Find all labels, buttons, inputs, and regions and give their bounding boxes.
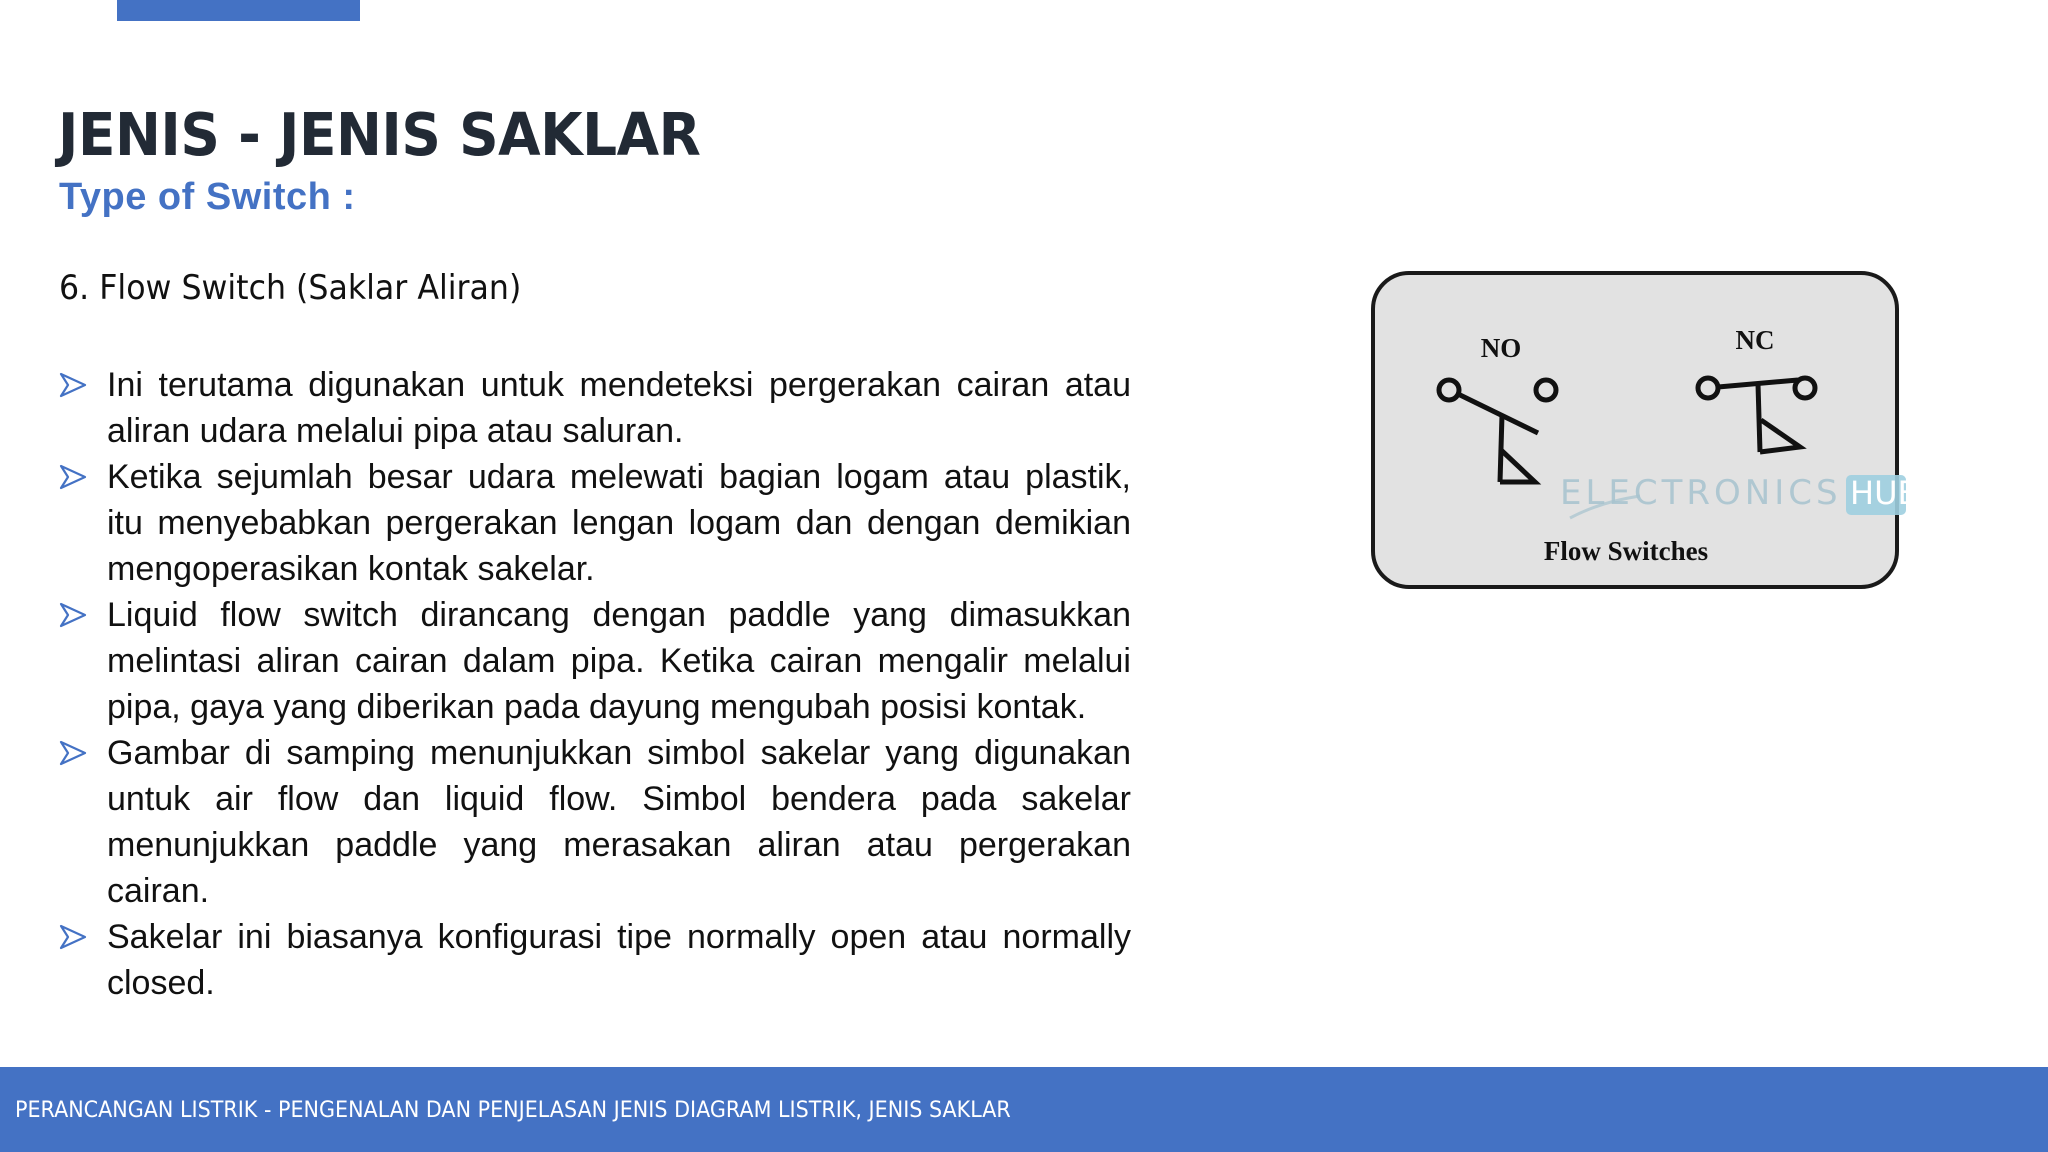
nc-label: NC: [1735, 325, 1775, 355]
arrowhead-bullet-icon: [59, 739, 87, 767]
slide-title: JENIS - JENIS SAKLAR: [58, 100, 701, 169]
bullet-item: [59, 592, 1131, 730]
arrowhead-bullet-icon: [59, 371, 87, 399]
bullet-text: Liquid flow switch dirancang dengan paddle yang dimasukkan melintasi aliran cairan dalam pipa. Ketika cairan mengalir melalui pipa, gaya yang diberikan pada dayung mengubah posisi kontak.: [107, 596, 1131, 726]
watermark-badge-text: HUB: [1850, 474, 1920, 512]
footer-bar: [0, 1067, 2048, 1152]
arrowhead-bullet-icon: [59, 601, 87, 629]
bullet-text: Ini terutama digunakan untuk mendeteksi pergerakan cairan atau aliran udara melalui pipa atau saluran.: [107, 366, 1131, 450]
figure-caption: Flow Switches: [1543, 536, 1709, 566]
top-accent-bar: [117, 0, 360, 21]
footer-text: PERANCANGAN LISTRIK - PENGENALAN DAN PENJELASAN JENIS DIAGRAM LISTRIK, JENIS SAKLAR: [15, 1098, 1011, 1123]
watermark-text: ELECTRONICS: [1560, 473, 1842, 513]
bullet-item: [59, 914, 1131, 1006]
bullet-item: [59, 730, 1131, 914]
arrowhead-bullet-icon: [59, 923, 87, 951]
bullet-item: [59, 454, 1131, 592]
bullet-text: Gambar di samping menunjukkan simbol sakelar yang digunakan untuk air flow dan liquid flow. Simbol bendera pada sakelar menunjukkan paddle yang merasakan aliran atau pergerakan cairan.: [107, 734, 1131, 910]
bullet-item: [59, 362, 1131, 454]
slide-subtitle: Type of Switch :: [59, 176, 356, 218]
flow-switch-symbols-figure: [1370, 270, 1920, 590]
section-heading: 6. Flow Switch (Saklar Aliran): [59, 268, 522, 308]
arrowhead-bullet-icon: [59, 463, 87, 491]
no-label: NO: [1480, 333, 1522, 363]
bullet-text: Ketika sejumlah besar udara melewati bagian logam atau plastik, itu menyebabkan pergerakan lengan logam dan dengan demikian mengoperasikan kontak sakelar.: [107, 458, 1131, 588]
bullet-list: [59, 362, 1131, 1006]
bullet-text: Sakelar ini biasanya konfigurasi tipe normally open atau normally closed.: [107, 918, 1131, 1002]
